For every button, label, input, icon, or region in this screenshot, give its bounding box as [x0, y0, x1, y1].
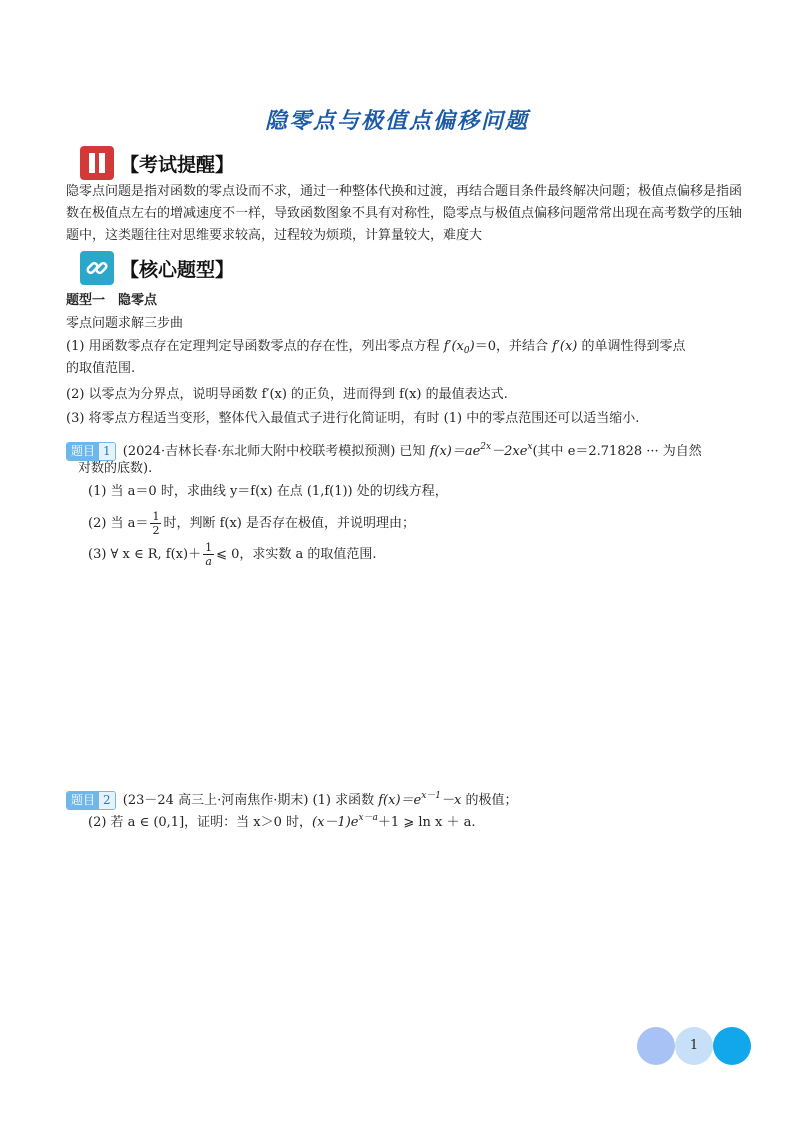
formula: $f(x)=e^{x-1}-x$: [378, 791, 462, 808]
intro-paragraph: 隐零点问题是指对函数的零点设而不求，通过一种整体代换和过渡，再结合题目条件最终解决问题；极值点偏移是指函数在极值点左右的增减速度不一样，导致函数图象不具有对称性，隐零点与极值点偏移问题常常出现在高考数学的压轴题中，这类题往往对思维要求较高，过程较为烦琐，计算量较大，难度大: [66, 184, 743, 243]
formula: f′(x): [552, 339, 578, 354]
step-1: (1) 用函数零点存在定理判定导函数零点的存在性，列出零点方程 $f'(x_0)=0$，并结合 f′(x) 的单调性得到零点: [66, 339, 686, 356]
problem-1-note: 对数的底数).: [78, 461, 153, 476]
problem-badge: 题目 2: [66, 791, 116, 810]
pause-icon: [80, 146, 114, 180]
fraction-one-over-a: $\frac{1}{a}$: [205, 541, 213, 568]
page-decoration-circle: [637, 1027, 675, 1065]
step-3: (3) 将零点方程适当变形，整体代入最值式子进行化简证明，有时 (1) 中的零点范围还可以适当缩小.: [66, 411, 640, 426]
problem-1-header: 题目 1 (2024·吉林长春·东北师大附中校联考模拟预测) 已知 $f(x)=ae^{2x}-2xe^x$(其中 e＝2.71828 ··· 为自然: [66, 436, 702, 463]
step-2: (2) 以零点为分界点，说明导函数 f′(x) 的正负，进而得到 f(x) 的最值表达式.: [66, 387, 508, 402]
type-heading: 题型一 隐零点: [66, 293, 158, 308]
link-icon: [80, 251, 114, 285]
problem-2-q2: (2) 若 a ∈ (0,1]，证明：当 x＞0 时，$(x-1)e^{x-a}+1$ ⩾ ln x ＋ a.: [88, 813, 476, 830]
problem-1-q3: (3) ∀ x ∈ R, f(x)＋ $\frac{1}{a}$ ⩽ 0，求实数 a 的取值范围.: [88, 541, 377, 568]
problem-1-q2: (2) 当 a＝ $\frac{1}{2}$ 时，判断 f(x) 是否存在极值，并说明理由；: [88, 510, 415, 537]
type-subtitle: 零点问题求解三步曲: [66, 316, 184, 331]
problem-1-q1: (1) 当 a＝0 时，求曲线 y＝f(x) 在点 (1,f(1)) 处的切线方程，: [88, 484, 448, 499]
section-title: 【考试提醒】: [120, 153, 235, 176]
section-core-types: [80, 250, 234, 286]
problem-badge: 题目 1: [66, 442, 116, 461]
fraction-one-half: $\frac{1}{2}$: [152, 510, 160, 537]
page-decoration-circle: [713, 1027, 751, 1065]
section-exam-tip: [80, 145, 234, 181]
page-number: 1: [689, 1038, 699, 1053]
page-title: 隐零点与极值点偏移问题: [264, 108, 529, 134]
formula: $f(x)=ae^{2x}-2xe^x$: [429, 442, 533, 459]
step-1-cont: 的取值范围.: [66, 361, 136, 376]
problem-2-header: 题目 2 (23－24 高三上·河南焦作·期末) (1) 求函数 $f(x)=e^{x-1}-x$ 的极值；: [66, 785, 518, 812]
section-title: 【核心题型】: [120, 258, 235, 281]
formula: $(x-1)e^{x-a}$: [312, 813, 378, 830]
formula: $f'(x_0)$: [443, 339, 475, 356]
